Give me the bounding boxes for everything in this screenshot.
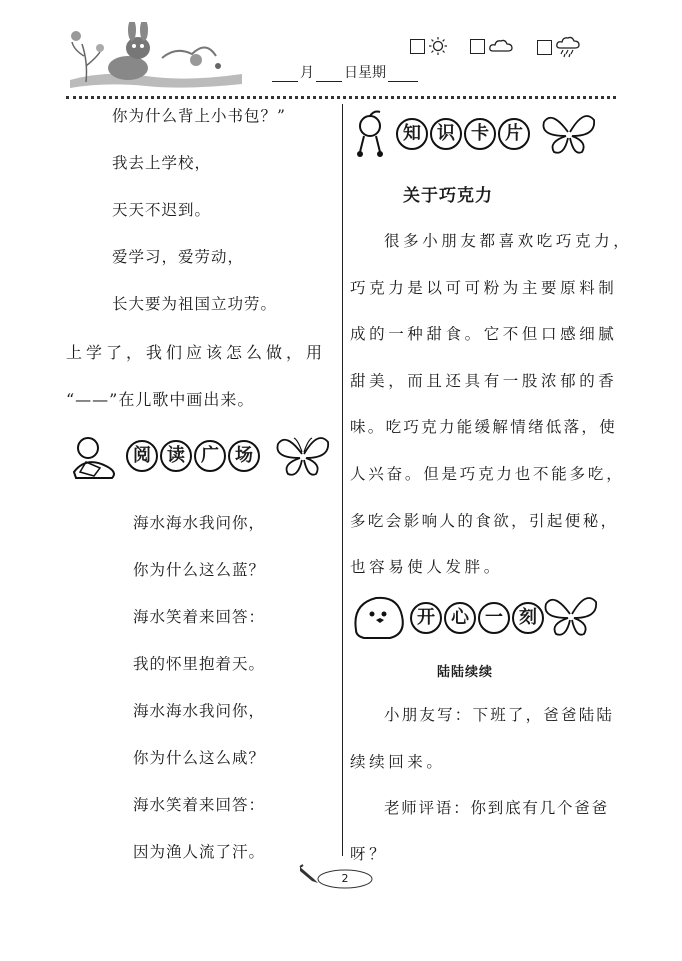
page-number: 2 xyxy=(341,872,349,885)
knowledge-line: 多吃会影响人的食欲，引起便秘， xyxy=(350,512,619,530)
cartoon-fruit-icon xyxy=(350,108,392,158)
joke-title: 陆陆续续 xyxy=(437,665,494,680)
cloud-icon xyxy=(488,36,514,56)
sea-poem-line: 海水海水我问你， xyxy=(133,514,266,532)
knowledge-line: 甜美，而且还具有一股浓郁的香 xyxy=(350,372,618,390)
poem-line: 长大要为祖国立功劳。 xyxy=(112,295,278,313)
sea-poem-line: 海水笑着来回答： xyxy=(133,796,266,814)
sea-poem-line: 你为什么这么咸？ xyxy=(133,749,266,767)
sea-poem-line: 你为什么这么蓝？ xyxy=(133,561,266,579)
butterfly-icon xyxy=(272,430,332,480)
weather-rain xyxy=(537,36,583,58)
weather-checkbox[interactable] xyxy=(410,39,425,54)
butterfly-icon xyxy=(540,590,600,640)
chick-icon xyxy=(350,590,408,642)
question-text: 上学了，我们应该怎么做，用 xyxy=(66,343,327,362)
knowledge-line: 也容易使人发胖。 xyxy=(350,558,503,576)
question-text: “——”在儿歌中画出来。 xyxy=(66,390,255,409)
knowledge-title: 关于巧克力 xyxy=(403,186,493,206)
banner-char: 刻 xyxy=(512,602,544,634)
weather-sun xyxy=(410,36,448,56)
happy-moment-banner xyxy=(350,590,610,642)
banner-char: 知 xyxy=(396,118,428,150)
banner-char: 识 xyxy=(430,118,462,150)
poem-line: 天天不迟到。 xyxy=(112,201,212,219)
weather-checkbox[interactable] xyxy=(537,40,552,55)
knowledge-card-banner xyxy=(350,108,610,160)
rain-cloud-icon xyxy=(555,36,583,58)
banner-char: 读 xyxy=(160,440,192,472)
joke-line: 小朋友写：下班了，爸爸陆陆 xyxy=(384,706,615,724)
header-illustration xyxy=(66,22,246,90)
knowledge-line: 巧克力是以可可粉为主要原料制 xyxy=(350,279,618,297)
sea-poem-line: 海水海水我问你， xyxy=(133,702,266,720)
knowledge-line: 人兴奋。但是巧克力也不能多吃， xyxy=(350,465,625,483)
weather-cloud xyxy=(470,36,514,56)
sea-poem-line: 因为渔人流了汗。 xyxy=(133,843,266,861)
day-weekday-label: 日星期 xyxy=(344,65,386,81)
joke-line: 续续回来。 xyxy=(350,753,446,771)
poem-line: 爱学习，爱劳动， xyxy=(112,248,245,266)
butterfly-icon xyxy=(538,108,598,158)
banner-char: 心 xyxy=(444,602,476,634)
knowledge-line: 很多小朋友都喜欢吃巧克力， xyxy=(384,232,633,250)
banner-char: 一 xyxy=(478,602,510,634)
banner-char: 片 xyxy=(498,118,530,150)
sun-icon xyxy=(428,36,448,56)
sea-poem-line: 海水笑着来回答： xyxy=(133,608,266,626)
banner-char: 卡 xyxy=(464,118,496,150)
joke-line: 老师评语：你到底有几个爸爸 xyxy=(384,799,609,817)
joke-line: 呀？ xyxy=(350,845,389,863)
sea-poem-line: 我的怀里抱着天。 xyxy=(133,655,266,673)
banner-char: 阅 xyxy=(126,440,158,472)
month-label: 月 xyxy=(300,65,314,81)
banner-char: 开 xyxy=(410,602,442,634)
weather-checkbox[interactable] xyxy=(470,39,485,54)
poem-line: 你为什么背上小书包？” xyxy=(112,107,286,125)
cartoon-reader-icon xyxy=(66,432,122,480)
poem-line: 我去上学校， xyxy=(112,154,212,172)
banner-char: 广 xyxy=(194,440,226,472)
banner-char: 场 xyxy=(228,440,260,472)
date-line xyxy=(270,62,420,82)
column-divider xyxy=(342,104,343,856)
reading-square-banner xyxy=(66,430,336,482)
knowledge-line: 成的一种甜食。它不但口感细腻 xyxy=(350,325,618,343)
header-divider xyxy=(66,96,616,99)
knowledge-line: 味。吃巧克力能缓解情绪低落，使 xyxy=(350,418,618,436)
